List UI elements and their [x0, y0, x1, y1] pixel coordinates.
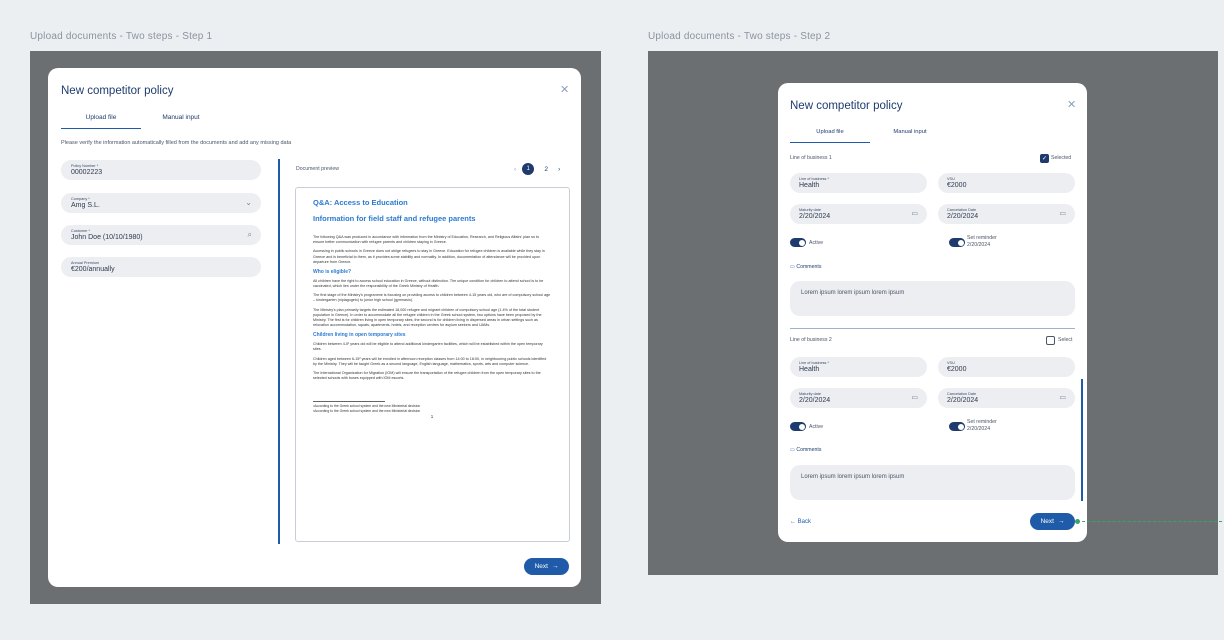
modal-step2 — [778, 83, 1087, 542]
lob2-select-checkbox[interactable] — [1046, 336, 1055, 345]
close-icon[interactable]: ✕ — [1067, 99, 1077, 111]
field-label: Cancelation Date — [947, 208, 977, 212]
doc-page-number: 1 — [430, 414, 434, 420]
tab-bar — [790, 129, 950, 143]
lob2-cancelation-date-field[interactable] — [938, 388, 1075, 408]
lob1-active-label: Active — [809, 240, 824, 246]
doc-subtitle: Information for field staff and refugee parents — [313, 214, 476, 223]
field-label: Cancelation Date — [947, 392, 977, 396]
field-label: Maturity date — [799, 392, 821, 396]
lob1-select-checkbox[interactable] — [1040, 154, 1049, 163]
comment-icon: ▭ — [790, 447, 795, 453]
lob1-comments-textarea[interactable]: Lorem ipsum lorem ipsum lorem ipsum — [790, 281, 1075, 316]
doc-paragraph: The International Organization for Migration (IOM) will ensure the transportation of the refugee children from the open temporary sites to the selected schools with buses equipped with IOM escorts. — [313, 370, 541, 381]
field-label: Line of business * — [799, 177, 829, 181]
comments-label: Comments — [796, 264, 822, 270]
lob1-maturity-date-field[interactable] — [790, 204, 927, 224]
next-button[interactable] — [1030, 513, 1075, 530]
doc-paragraph: The first stage of the Ministry's programme is focusing on providing access to children between 4-15 years old, who are of compulsory school age – kindergarten (nipiagogeio) to junior high school (gymnasio). — [313, 293, 551, 303]
lob2-title: Line of business 2 — [790, 337, 832, 343]
search-icon[interactable]: ⌕ — [247, 230, 252, 239]
next-label: Next — [1040, 518, 1054, 525]
calendar-icon[interactable]: ▭ — [911, 210, 918, 218]
frame-title-step2: Upload documents - Two steps - Step 2 — [648, 31, 831, 42]
field-label: Policy Number * — [71, 164, 99, 168]
field-label: Customer * — [71, 229, 90, 233]
lob1-line-of-business-field[interactable] — [790, 173, 927, 193]
field-label: Company * — [71, 197, 90, 201]
reminder-value: 2/20/2024 — [967, 425, 991, 432]
field-value: Amg S.L. — [71, 202, 100, 209]
doc-heading: Who is eligible? — [313, 268, 352, 275]
back-button[interactable] — [790, 519, 811, 525]
scrollbar-thumb[interactable] — [1081, 379, 1083, 501]
field-value: John Doe (10/10/1980) — [71, 234, 143, 241]
doc-footnote: ²According to the Greek school system and the new Ministerial decision — [313, 409, 421, 414]
doc-paragraph: Accessing in public schools in Greece does not oblige refugees to stay in Greece. Education for refugee children is available while they stay in Greece and is beneficial to them, as it provides some stability and normality. In addition, documentation of attendance will be provided upon departure from Greece. — [313, 249, 545, 264]
field-value: €2000 — [947, 182, 967, 189]
comments-label: Comments — [796, 447, 822, 453]
field-label: VSU — [947, 361, 955, 365]
doc-paragraph: Children aged between 6-15² years will be enrolled in afternoon reception classes from 14:00 to 18:00, in neighbouring public schools identified by the Ministry. They will be taught Greek as a second language, English language, mathematics, sports, arts and computer science. — [313, 356, 547, 366]
field-value: Health — [799, 182, 820, 189]
lob2-select-label: Select — [1058, 337, 1073, 343]
lob1-active-toggle[interactable] — [790, 238, 806, 247]
policy-number-field[interactable] — [61, 160, 261, 180]
arrow-left-icon: ← — [790, 519, 796, 525]
modal-title: New competitor policy — [61, 85, 174, 97]
page-pager — [514, 163, 560, 175]
lob1-vsu-field[interactable] — [938, 173, 1075, 193]
lob2-active-toggle[interactable] — [790, 422, 806, 431]
calendar-icon[interactable]: ▭ — [1059, 210, 1066, 218]
lob2-line-of-business-field[interactable] — [790, 357, 927, 377]
annual-premium-field[interactable] — [61, 257, 261, 277]
tab-upload-file[interactable]: Upload file — [61, 114, 141, 129]
arrow-right-icon: → — [1057, 518, 1065, 525]
lob1-reminder — [967, 235, 997, 249]
calendar-icon[interactable]: ▭ — [911, 394, 918, 402]
field-value: 2/20/2024 — [947, 213, 979, 220]
chevron-left-icon[interactable]: ‹ — [514, 165, 517, 173]
field-value: 00002223 — [71, 169, 103, 176]
back-label: Back — [797, 519, 812, 525]
instructions-text: Please verify the information automatically filled from the documents and add any missing data — [61, 140, 292, 146]
check-icon: ✓ — [1041, 156, 1048, 162]
chevron-down-icon: ⌄ — [245, 198, 252, 207]
lob1-reminder-toggle[interactable] — [949, 238, 965, 247]
reminder-label: Set reminder — [967, 235, 997, 241]
tab-upload-file[interactable]: Upload file — [790, 129, 870, 143]
lob2-reminder-toggle[interactable] — [949, 422, 965, 431]
field-label: VSU — [947, 177, 955, 181]
lob1-comments-heading — [790, 264, 821, 270]
lob2-active-label: Active — [809, 424, 824, 430]
field-value: 2/20/2024 — [799, 397, 831, 404]
field-label: Maturity date — [799, 208, 821, 212]
footnote-rule — [313, 401, 385, 402]
customer-search-field[interactable] — [61, 225, 261, 245]
modal-step1 — [48, 68, 581, 587]
modal-title: New competitor policy — [790, 100, 903, 112]
doc-paragraph: Children between 4-5¹ years old will be eligible to attend additional kindergarten facilities, which will be established within the open temporary sites. — [313, 342, 543, 352]
next-button[interactable] — [524, 558, 569, 575]
comment-icon: ▭ — [790, 264, 795, 270]
field-value: €200/annually — [71, 266, 115, 273]
field-value: 2/20/2024 — [799, 213, 831, 220]
lob2-comments-heading — [790, 447, 821, 453]
field-value: 2/20/2024 — [947, 397, 979, 404]
doc-paragraph: The following Q&A was produced in accordance with information from the Ministry of Education, Research, and Religious Affairs' plan so to ensure better communication with refugee parents and children staying in Greece. — [313, 235, 540, 245]
lob2-comments-textarea[interactable]: Lorem ipsum lorem ipsum lorem ipsum — [790, 465, 1075, 500]
frame-title-step1: Upload documents - Two steps - Step 1 — [30, 31, 213, 42]
document-preview-label: Document preview — [296, 166, 339, 172]
close-icon[interactable]: ✕ — [560, 84, 570, 96]
doc-footnote: ¹According to the Greek school system and the new Ministerial decision — [313, 404, 421, 409]
field-value: €2000 — [947, 366, 967, 373]
chevron-right-icon[interactable]: › — [558, 165, 561, 173]
next-label: Next — [534, 563, 548, 570]
field-label: Annual Premium — [71, 261, 100, 265]
lob2-reminder — [967, 419, 997, 433]
doc-paragraph: The Ministry's plan primarily targets the estimated 18,000 refugee and migrant children of compulsory school age (1.4% of the total student population in Greece). In order to accommodate all the refugee children in the Greek school system, two options have been proposed by the Ministry. The first is for children living in open temporary sites, the second is for children living in dispersed areas in urban settings such as relocation accommodation, squats, apartments, hotels, and reception centres for asylum seekers and UAMs. — [313, 307, 542, 328]
lob1-cancelation-date-field[interactable] — [938, 204, 1075, 224]
prototype-connector — [1077, 521, 1222, 522]
lob2-vsu-field[interactable] — [938, 357, 1075, 377]
calendar-icon[interactable]: ▭ — [1059, 394, 1066, 402]
arrow-right-icon: → — [551, 563, 559, 570]
reminder-label: Set reminder — [967, 419, 997, 425]
lob1-title: Line of business 1 — [790, 155, 832, 161]
lob2-maturity-date-field[interactable] — [790, 388, 927, 408]
page-button-2[interactable]: 2 — [544, 165, 548, 173]
company-select[interactable] — [61, 193, 261, 213]
lob1-selected-label: Selected — [1051, 155, 1072, 161]
tab-bar — [61, 114, 221, 129]
doc-paragraph: All children have the right to access school education in Greece, without distinction. The unique condition for children to attend school is to be vaccinated, which lies under the responsibility of the Greek Ministry of Health. — [313, 278, 544, 289]
reminder-value: 2/20/2024 — [967, 241, 991, 248]
tab-manual-input[interactable]: Manual input — [162, 114, 200, 121]
field-value: Health — [799, 366, 820, 373]
section-divider — [790, 328, 1075, 329]
document-content — [313, 198, 551, 419]
page-button-1[interactable]: 1 — [522, 163, 534, 175]
field-label: Line of business * — [799, 361, 829, 365]
document-preview[interactable] — [295, 187, 570, 542]
vertical-divider — [278, 159, 280, 544]
prototype-connector-dot — [1075, 519, 1080, 524]
tab-manual-input[interactable]: Manual input — [893, 129, 927, 135]
doc-heading: Children living in open temporary sites — [313, 332, 406, 339]
doc-title: Q&A: Access to Education — [313, 198, 408, 207]
